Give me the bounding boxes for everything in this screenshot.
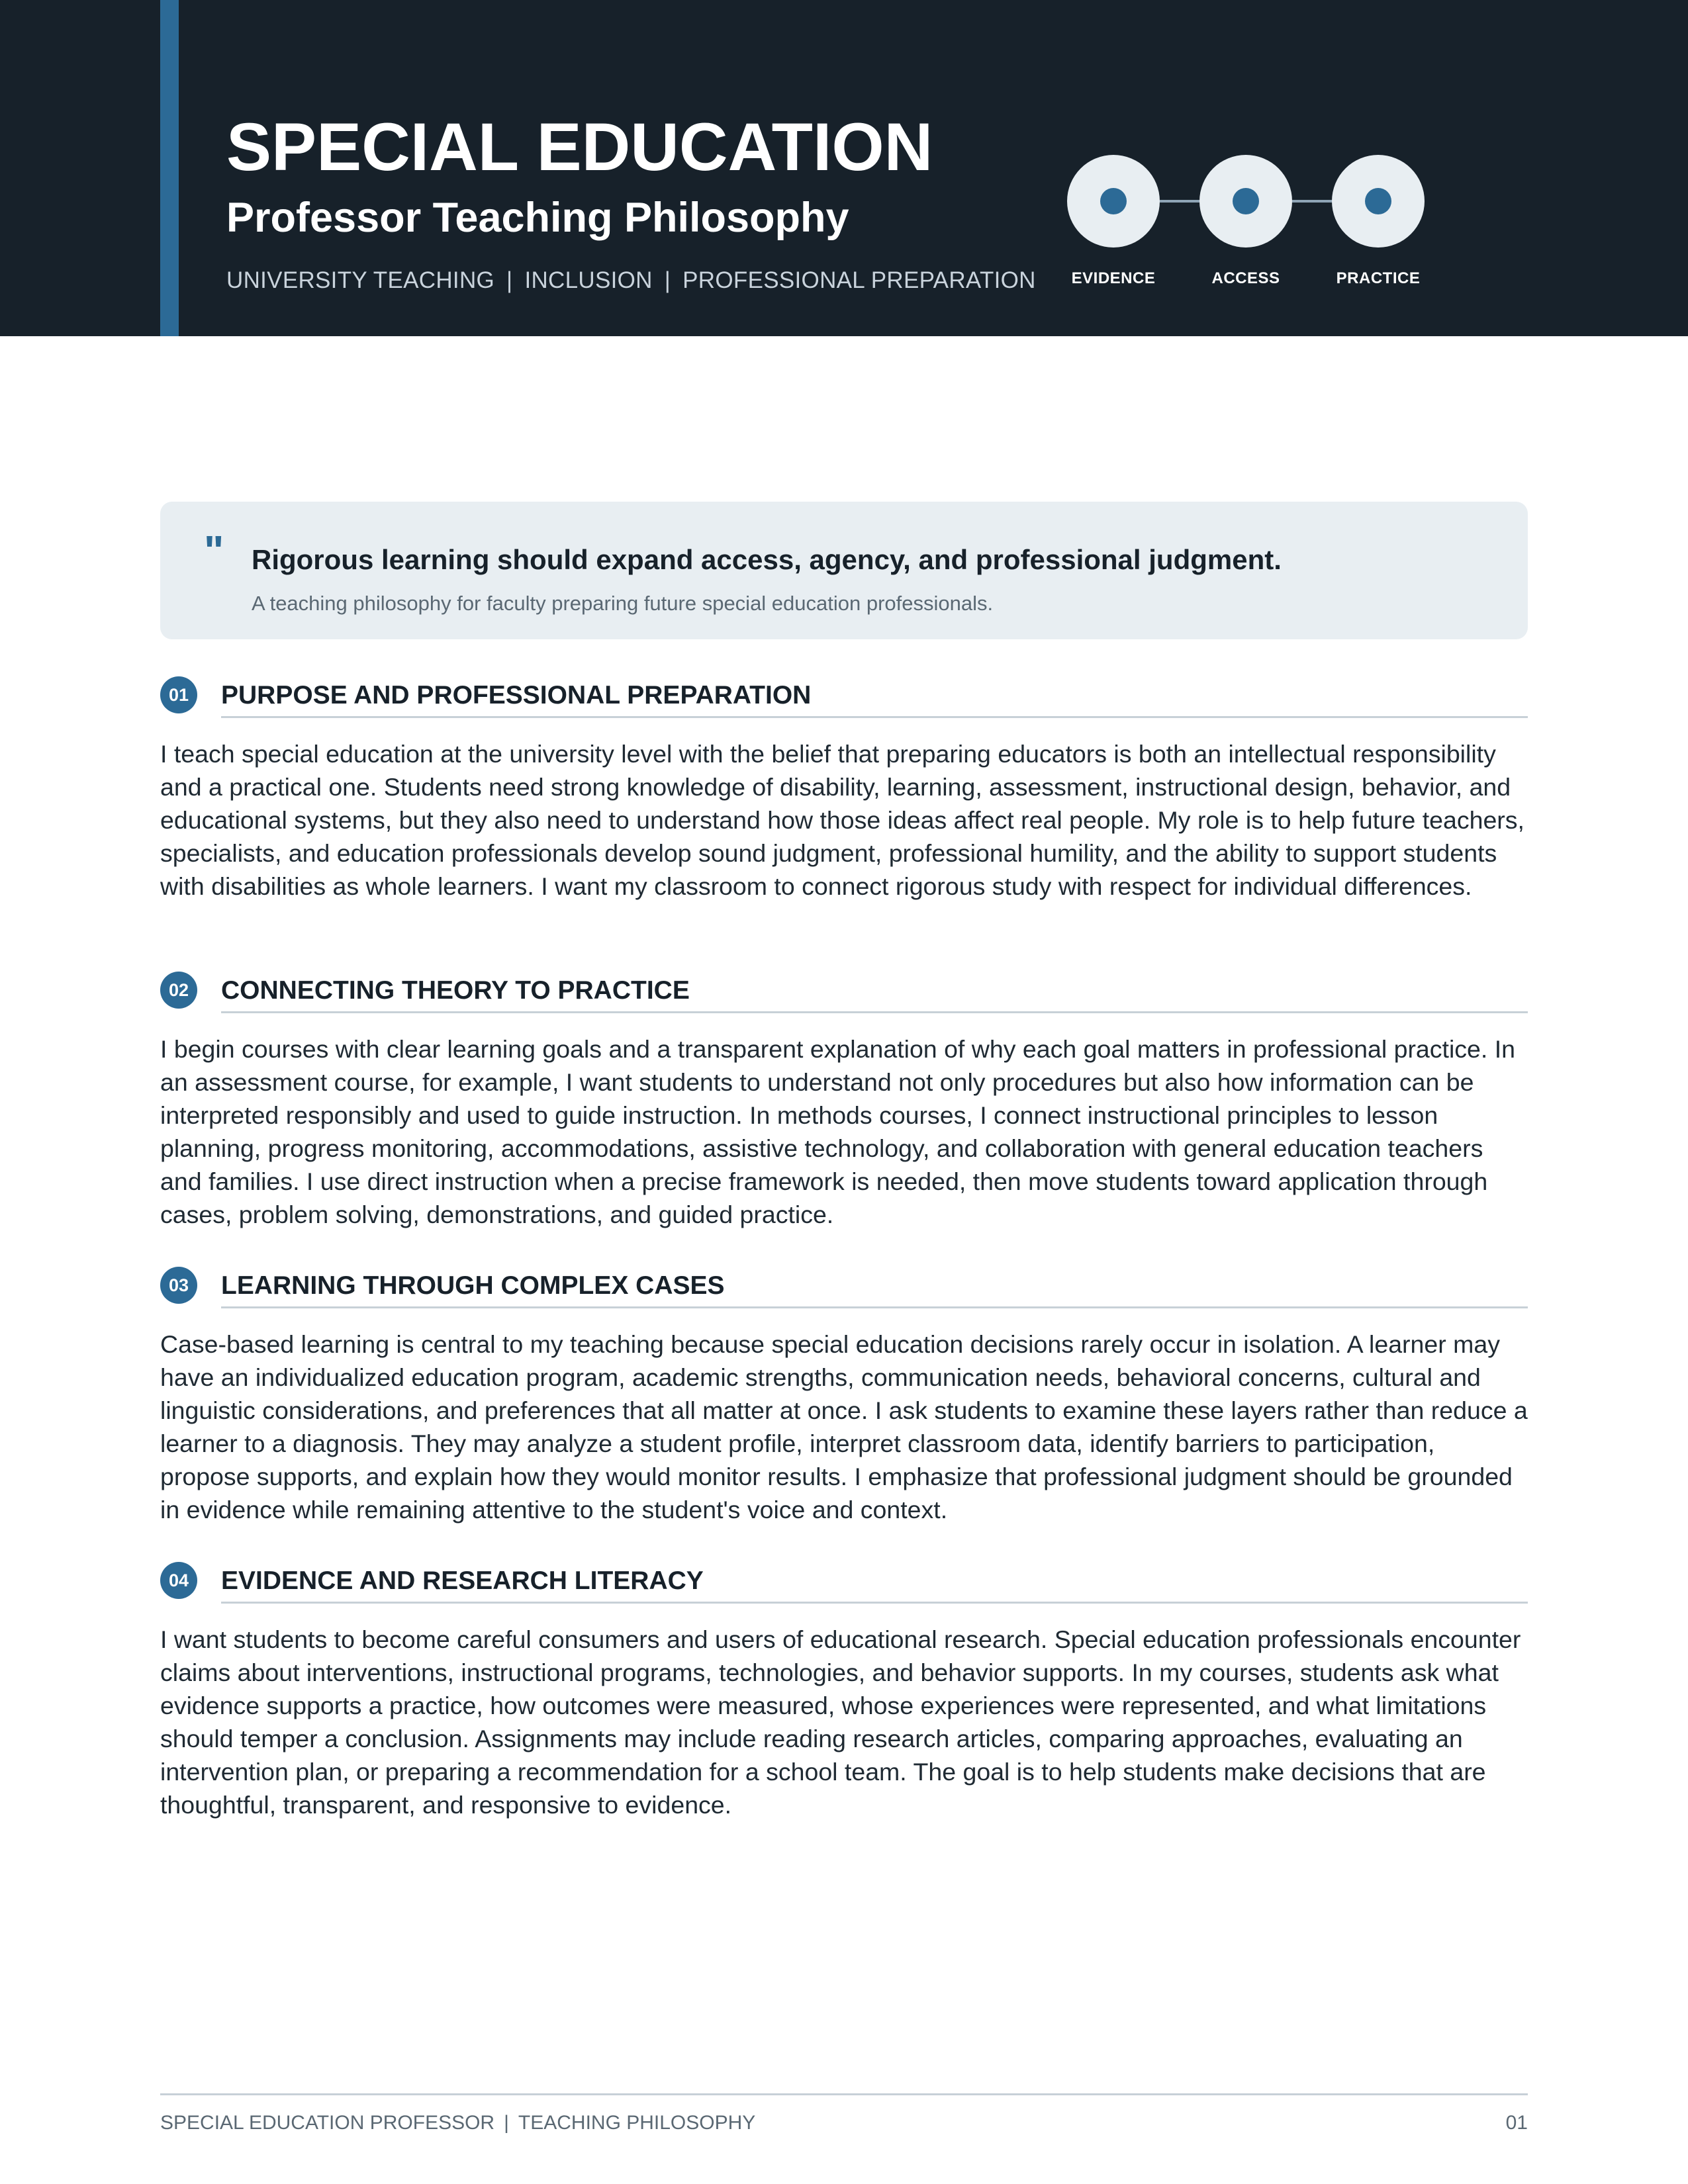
section-divider [221,1306,1528,1308]
step-circle-practice [1332,155,1425,248]
footer-divider [160,2093,1528,2095]
section-heading [160,970,1528,1013]
section-number-badge: 04 [160,1562,197,1599]
footer-document-type: TEACHING PHILOSOPHY [518,2112,756,2134]
quote-subtext: A teaching philosophy for faculty preparing future special education professionals. [252,592,994,615]
tag-inclusion: INCLUSION [524,267,653,293]
step-connector [1292,200,1332,203]
section-body: I teach special education at the university level with the belief that preparing educators is both an intellectual responsibility and a practical one. Students need strong knowledge of disability, learning, assessment, instructional design, behavior, and educational systems, but they also need to understand how those ideas affect real people. My role is to help future teachers, specialists, and education professionals develop sound judgment, professional humility, and the ability to support students with disabilities as whole learners. I want my classroom to connect rigorous study with respect for individual differences. [160,740,1524,900]
page-number: 01 [1505,2112,1528,2134]
quote-mark-icon: " [204,527,224,574]
section-title: EVIDENCE AND RESEARCH LITERACY [221,1567,704,1595]
section-research-literacy [160,1561,1528,1821]
step-dot [1100,188,1127,214]
section-body: I begin courses with clear learning goals and a transparent explanation of why each goal matters in professional practice. In an assessment course, for example, I want students to understand not only procedures but also how information can be interpreted responsibly and used to guide instruction. In methods courses, I connect instructional principles to lesson planning, progress monitoring, accommodations, assistive technology, and collaboration with general education teachers and families. I use direct instruction when a precise framework is needed, then move students toward application through cases, problem solving, demonstrations, and guided practice. [160,1035,1516,1228]
section-divider [221,1011,1528,1013]
section-heading [160,1561,1528,1603]
section-complex-cases [160,1265,1528,1526]
tag-university-teaching: UNIVERSITY TEACHING [226,267,495,293]
header-band [0,0,1688,336]
section-divider [221,1602,1528,1604]
section-number-badge: 03 [160,1267,197,1304]
tag-professional-preparation: PROFESSIONAL PREPARATION [682,267,1036,293]
step-label-access: ACCESS [1211,269,1280,287]
step-dot [1365,188,1391,214]
quote-text: Rigorous learning should expand access, agency, and professional judgment. [252,544,1282,575]
section-heading [160,675,1528,717]
step-label-practice: PRACTICE [1336,269,1421,287]
step-label-evidence: EVIDENCE [1071,269,1156,287]
step-circle-evidence [1067,155,1160,248]
page-title: SPECIAL EDUCATION [226,109,933,185]
footer-label [160,2110,755,2136]
section-title: PURPOSE AND PROFESSIONAL PREPARATION [221,681,812,709]
section-heading [160,1265,1528,1308]
footer-author: SPECIAL EDUCATION PROFESSOR [160,2112,495,2134]
section-theory-practice [160,970,1528,1231]
footer-separator: | [504,2112,509,2134]
tag-separator: | [664,267,671,293]
step-dot [1233,188,1259,214]
quote-box [160,502,1528,639]
tag-separator: | [506,267,513,293]
section-divider [221,716,1528,718]
step-circle-access [1199,155,1292,248]
section-purpose [160,675,1528,903]
section-title: CONNECTING THEORY TO PRACTICE [221,976,690,1005]
page-subtitle: Professor Teaching Philosophy [226,195,849,241]
section-number-badge: 01 [160,676,197,713]
step-connector [1160,200,1199,203]
section-body: Case-based learning is central to my teaching because special education decisions rarely occur in isolation. A learner may have an individualized education program, academic strengths, communication needs, behavioral concerns, cultural and linguistic considerations, and preferences that all matter at once. I ask students to examine these layers rather than reduce a learner to a diagnosis. They may analyze a student profile, interpret classroom data, identify barriers to participation, propose supports, and explain how they would monitor results. I emphasize that professional judgment should be grounded in evidence while remaining attentive to the student's voice and context. [160,1330,1528,1524]
section-number-badge: 02 [160,972,197,1009]
section-title: LEARNING THROUGH COMPLEX CASES [221,1271,725,1300]
section-body: I want students to become careful consumers and users of educational research. Special education professionals encounter claims about interventions, instructional programs, technologies, and behavior supports. In my courses, students ask what evidence supports a practice, how outcomes were measured, whose experiences were represented, and what limitations should temper a conclusion. Assignments may include reading research articles, comparing approaches, evaluating an intervention plan, or preparing a recommendation for a school team. The goal is to help students make decisions that are thoughtful, transparent, and responsive to evidence. [160,1625,1521,1819]
step-diagram [0,0,1688,336]
